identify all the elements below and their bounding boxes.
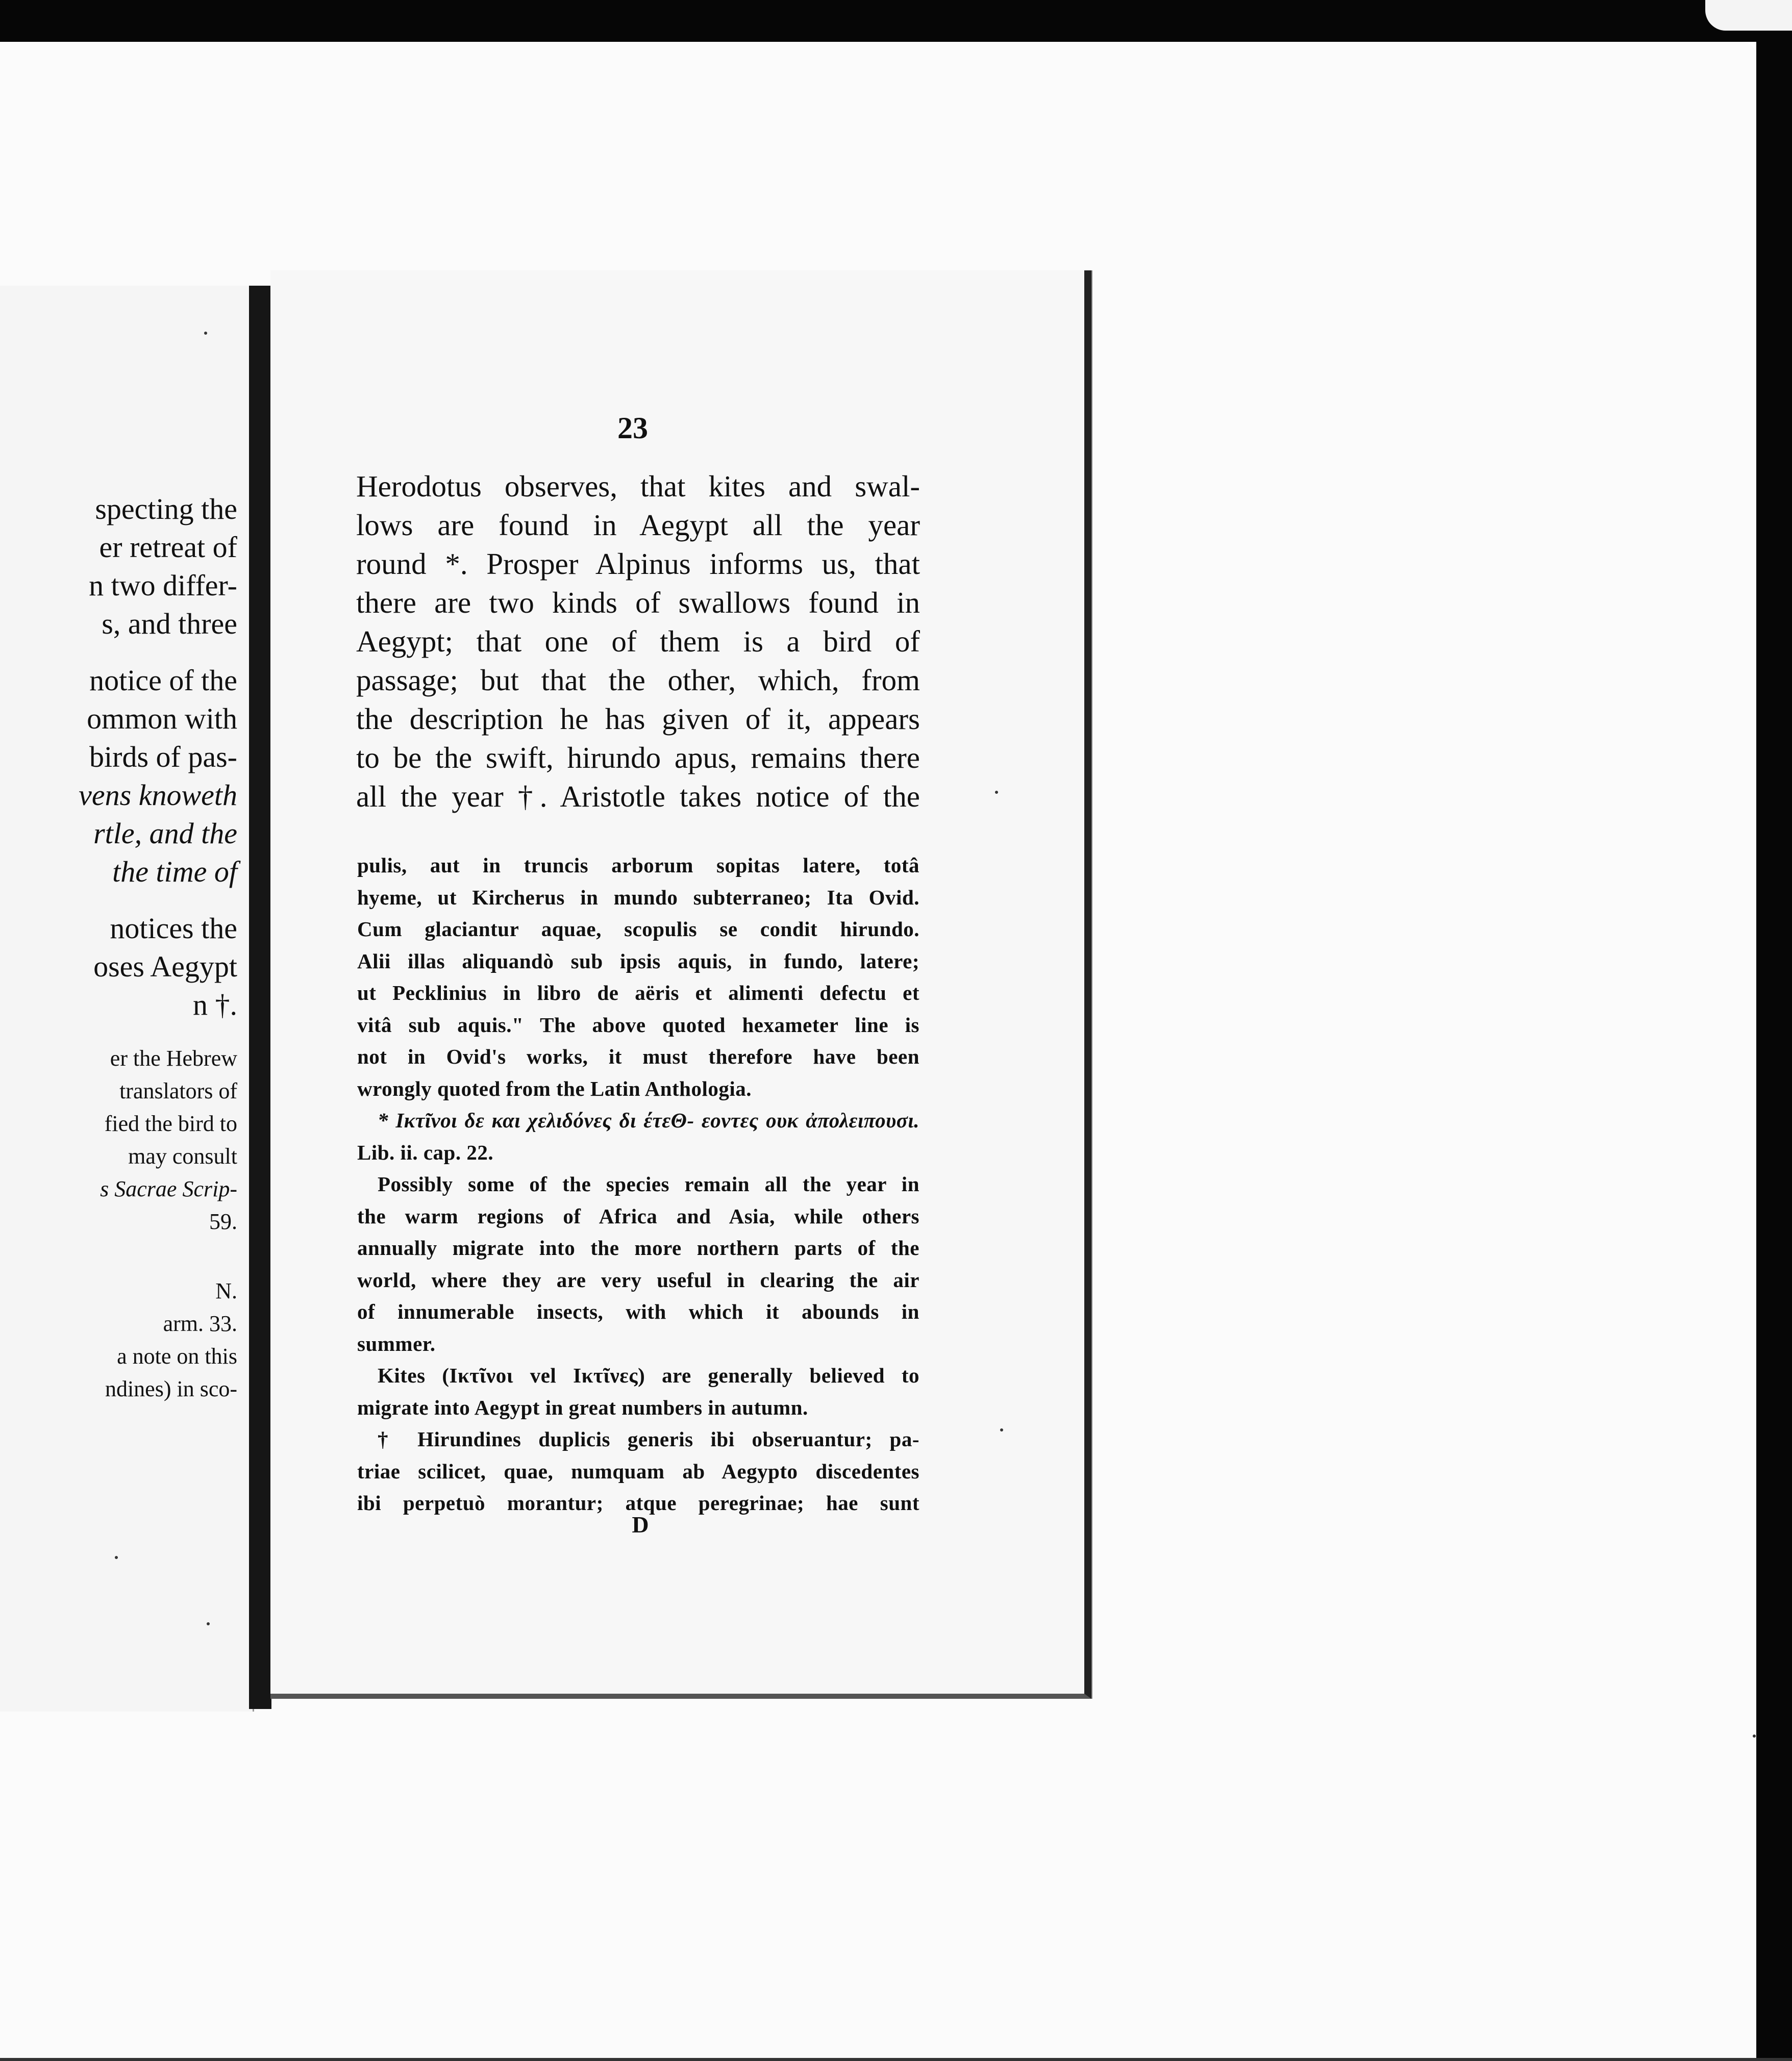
left-facing-page	[0, 286, 254, 1712]
scan-corner	[1705, 0, 1792, 31]
scan-border-bottom	[0, 2058, 1792, 2061]
left-line: ommon with	[87, 702, 237, 735]
note-line: pulis, aut in truncis arborum sopitas latere, totâ	[357, 853, 919, 877]
left-line: vens knoweth	[79, 778, 237, 812]
left-line: fied the bird to	[104, 1111, 237, 1136]
scan-speck	[207, 1622, 210, 1625]
left-line: translators of	[119, 1078, 237, 1103]
left-line: specting the	[95, 492, 237, 525]
note-line: vitâ sub aquis." The above quoted hexameter line is	[357, 1013, 919, 1037]
body-line: to be the swift, hirundo apus, remains there	[356, 741, 920, 774]
body-line: there are two kinds of swallows found in	[356, 586, 920, 619]
note-line: ibi perpetuò morantur; atque peregrinae; hae sunt	[357, 1491, 919, 1515]
left-gap	[0, 1024, 237, 1042]
scan-speck	[115, 1556, 118, 1559]
scan-border-top	[0, 0, 1792, 42]
left-line: ndines) in sco-	[105, 1376, 237, 1401]
note-line: not in Ovid's works, it must therefore have been	[357, 1045, 919, 1068]
left-line: n †.	[193, 988, 237, 1021]
left-line: N.	[215, 1278, 237, 1303]
note-line: world, where they are very useful in clearing the air	[357, 1268, 919, 1292]
left-line: the time of	[112, 855, 237, 888]
left-line: birds of pas-	[89, 740, 237, 773]
note-line: ut Pecklinius in libro de aëris et alimenti defectu et	[357, 981, 919, 1004]
left-gap	[0, 891, 237, 909]
body-line: lows are found in Aegypt all the year	[356, 508, 920, 542]
body-line: Aegypt; that one of them is a bird of	[356, 624, 920, 658]
signature-mark: D	[632, 1512, 649, 1538]
left-line: s Sacrae Scrip-	[100, 1176, 237, 1201]
left-gap	[0, 1256, 237, 1275]
body-line: round *. Prosper Alpinus informs us, that	[356, 547, 920, 581]
left-gap	[0, 1238, 237, 1256]
body-line: passage; but that the other, which, from	[356, 663, 920, 697]
note-line: triae scilicet, quae, numquam ab Aegypto discedentes	[357, 1459, 919, 1483]
left-line: notices the	[110, 912, 237, 945]
note-line: Kites (Ικτῖνοι vel Ικτῖνες) are generally believed to	[378, 1364, 919, 1387]
left-line: er the Hebrew	[110, 1046, 237, 1071]
body-line: Herodotus observes, that kites and swal-	[356, 469, 920, 503]
left-page-text	[0, 490, 237, 1405]
left-line: may consult	[128, 1144, 237, 1169]
note-line: summer.	[357, 1331, 436, 1355]
left-line: a note on this	[117, 1344, 237, 1369]
left-line: s, and three	[102, 607, 237, 640]
body-line: all the year †. Aristotle takes notice of the	[356, 780, 920, 813]
note-line: migrate into Aegypt in great numbers in autumn.	[357, 1395, 808, 1419]
body-text	[356, 467, 920, 816]
note-line: wrongly quoted from the Latin Anthologia.	[357, 1076, 752, 1100]
left-line: n two differ-	[89, 569, 237, 602]
left-gap	[0, 643, 237, 661]
body-line: the description he has given of it, appears	[356, 702, 920, 736]
note-line: Lib. ii. cap. 22.	[357, 1140, 494, 1164]
book-spine	[249, 286, 271, 1709]
scan-speck	[995, 791, 998, 794]
note-line: of innumerable insects, with which it abounds in	[357, 1300, 919, 1323]
note-line: the warm regions of Africa and Asia, while others	[357, 1204, 919, 1228]
left-line: er retreat of	[99, 531, 237, 564]
note-line: Cum glaciantur aquae, scopulis se condit hirundo.	[357, 917, 919, 941]
note-line: annually migrate into the more northern parts of the	[357, 1236, 919, 1260]
note-line: † Hirundines duplicis generis ibi obseruantur; pa-	[378, 1427, 919, 1451]
footnotes	[357, 849, 919, 1519]
page-number: 23	[617, 411, 648, 445]
left-line: rtle, and the	[93, 817, 237, 850]
note-line: hyeme, ut Kircherus in mundo subterraneo; Ita Ovid.	[357, 885, 919, 909]
left-line: oses Aegypt	[93, 950, 237, 983]
note-line: Possibly some of the species remain all the year in	[378, 1172, 919, 1196]
note-line: Alii illas aliquandò sub ipsis aquis, in fundo, latere;	[357, 949, 919, 973]
scan-speck	[204, 332, 207, 335]
scan-speck	[1000, 1428, 1003, 1431]
left-line: 59.	[209, 1209, 237, 1234]
scan-speck	[1753, 1735, 1756, 1738]
left-line: arm. 33.	[163, 1311, 237, 1336]
note-line-greek: * Ικτῖνοι δε και χελιδόνες δι έτεΘ- εοντες ουκ ἀπολειπουσι.	[378, 1109, 919, 1132]
scan-border-right	[1756, 42, 1792, 2061]
left-line: notice of the	[89, 664, 237, 697]
